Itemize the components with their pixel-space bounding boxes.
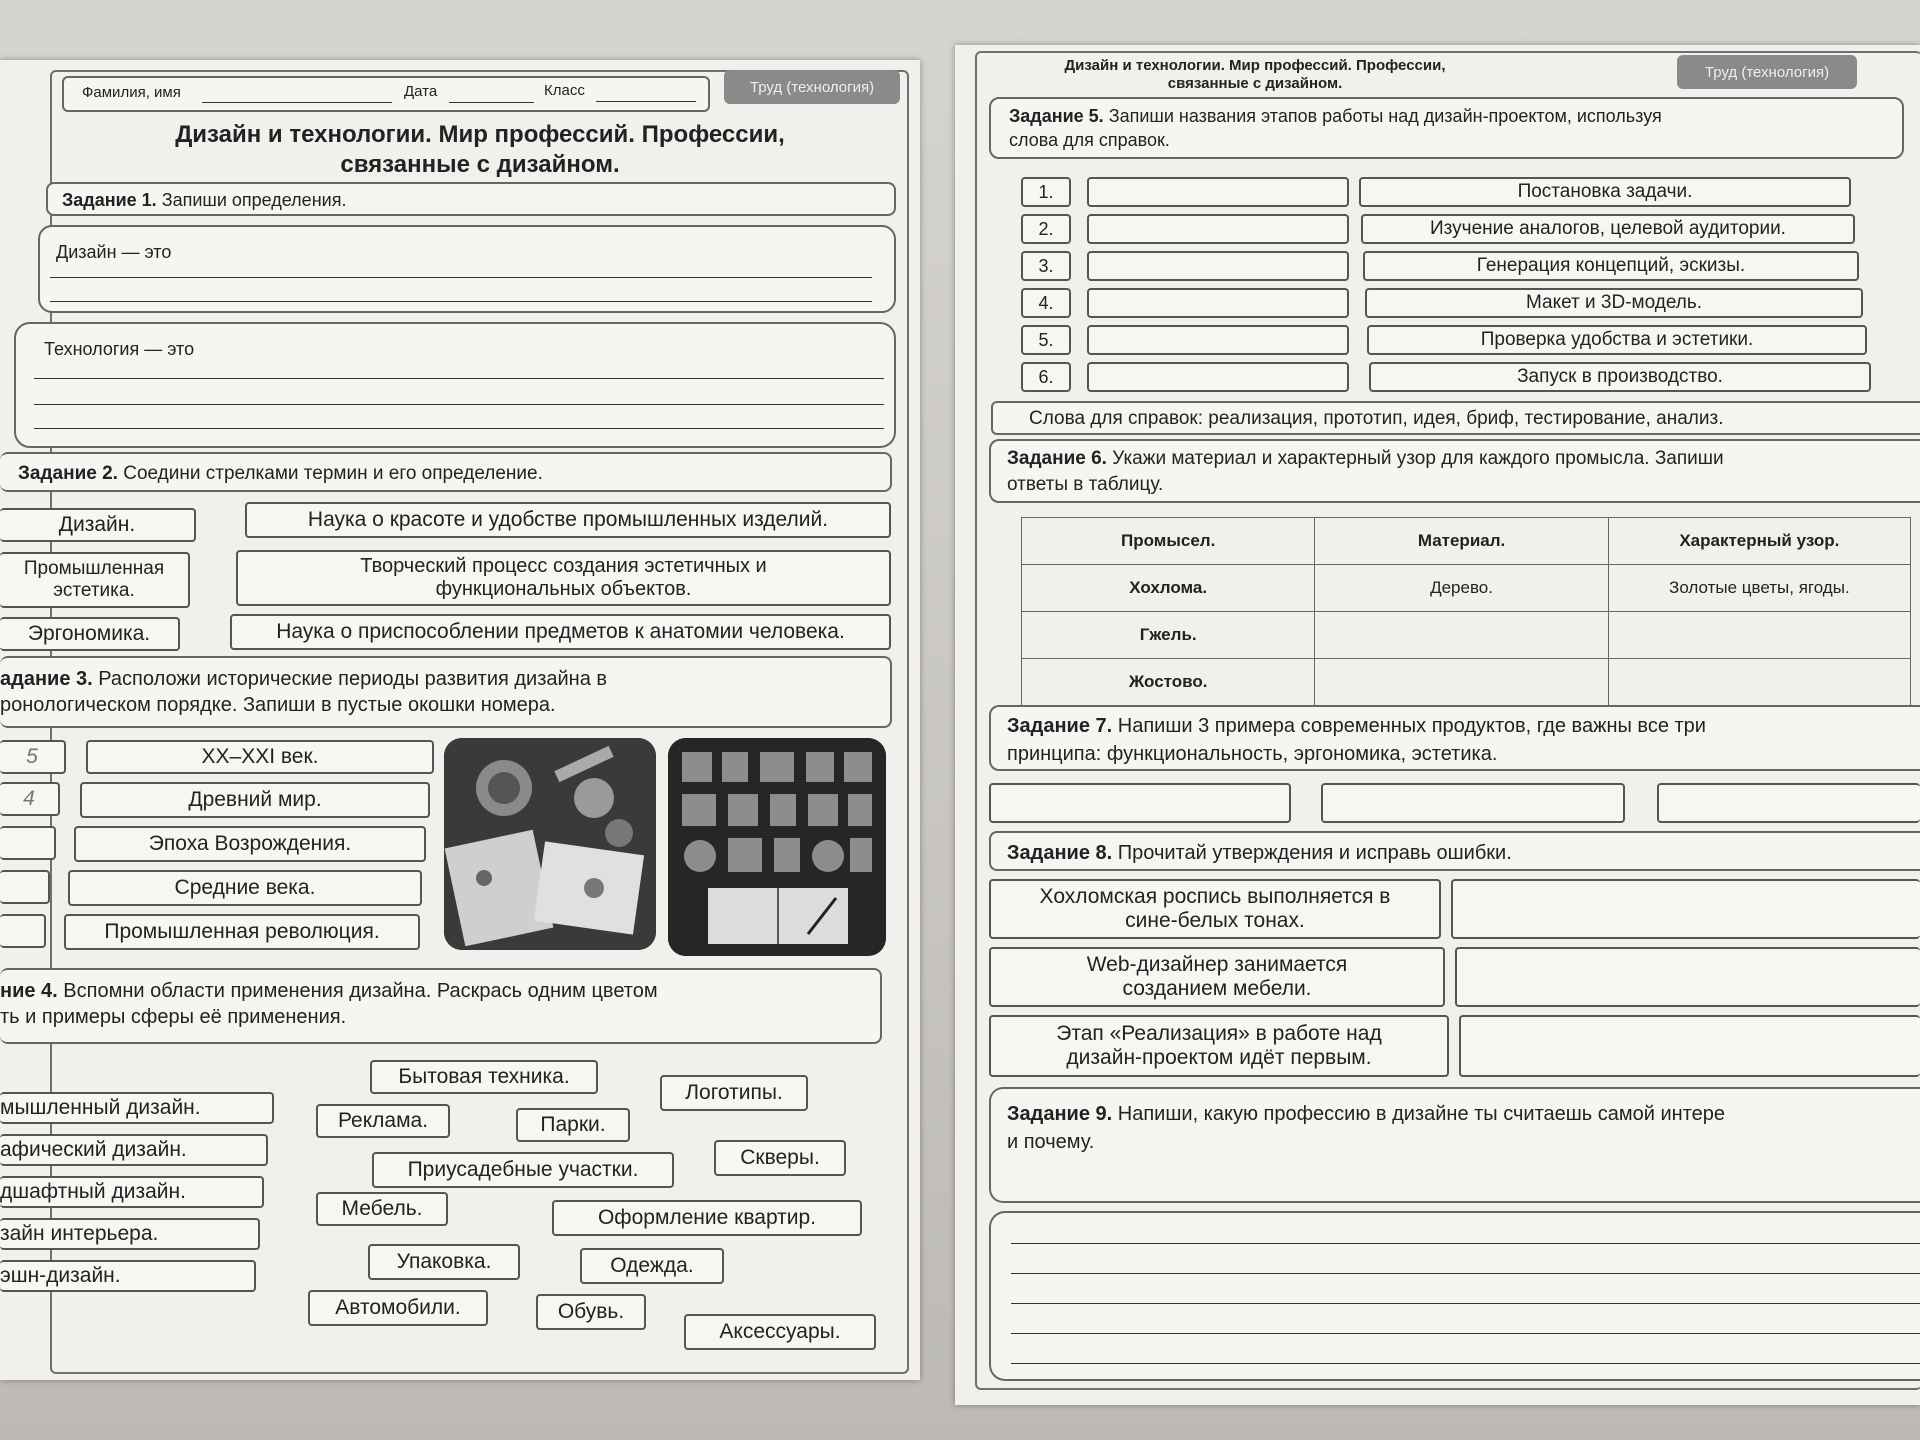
date-field[interactable] [449, 102, 534, 103]
task3-text-2: ронологическом порядке. Запиши в пустые окошки номера. [0, 694, 556, 716]
task1-header [46, 182, 896, 216]
period-3: Эпоха Возрождения. [74, 826, 426, 862]
example-parks[interactable]: Парки. [516, 1108, 630, 1142]
def2-line-3[interactable] [34, 428, 884, 429]
def1-label: Дизайн — это [56, 242, 172, 262]
subject-badge: Труд (технология) [724, 70, 900, 104]
example-logos[interactable]: Логотипы. [660, 1075, 808, 1111]
task3-title: адание 3. [0, 668, 93, 690]
answer-line[interactable] [1011, 1333, 1920, 1334]
correction-1[interactable] [1451, 879, 1920, 939]
example-cars[interactable]: Автомобили. [308, 1290, 488, 1326]
task9-title: Задание 9. [1007, 1103, 1113, 1125]
area-landscape[interactable]: дшафтный дизайн. [0, 1176, 264, 1208]
header-title-line1: Дизайн и технологии. Мир профессий. Профессии, [1064, 57, 1446, 74]
area-fashion[interactable]: эшн-дизайн. [0, 1260, 256, 1292]
illustration-modern-objects [668, 738, 886, 956]
example-furniture[interactable]: Мебель. [316, 1192, 448, 1226]
task3-header [0, 656, 892, 728]
stage-description: Постановка задачи. [1359, 177, 1851, 207]
area-interior[interactable]: зайн интерьера. [0, 1218, 260, 1250]
task5-text-2: слова для справок. [1009, 130, 1170, 150]
table-header-row [1022, 518, 1911, 565]
task9-header [989, 1087, 1920, 1203]
table-row [1022, 565, 1911, 612]
correction-2[interactable] [1455, 947, 1920, 1007]
name-field[interactable] [202, 102, 392, 103]
header-title-right [1045, 57, 1465, 93]
correction-3[interactable] [1459, 1015, 1920, 1077]
term-ergonomics[interactable]: Эргономика. [0, 617, 180, 651]
example-advertising[interactable]: Реклама. [316, 1104, 450, 1138]
stage-answer-field[interactable] [1087, 288, 1349, 318]
order-box-1[interactable]: 5 [0, 740, 66, 774]
cell-material[interactable] [1315, 659, 1608, 706]
class-label: Класс [544, 82, 585, 99]
stage-number: 2. [1021, 214, 1071, 244]
header-material: Материал. [1315, 518, 1608, 565]
task5-header [989, 97, 1904, 159]
order-box-5[interactable] [0, 914, 46, 948]
period-5: Промышленная революция. [64, 914, 420, 950]
period-1: XX–XXI век. [86, 740, 434, 774]
task7-header [989, 705, 1920, 771]
task1-text: Запиши определения. [161, 190, 347, 210]
task5-title: Задание 5. [1009, 106, 1104, 126]
definition-2[interactable]: Творческий процесс создания эстетичных и функциональных объектов. [236, 550, 891, 606]
name-label: Фамилия, имя [82, 84, 181, 101]
cell-material[interactable]: Дерево. [1315, 565, 1608, 612]
task6-text-1: Укажи материал и характерный узор для каждого промысла. Запиши [1112, 448, 1724, 469]
task6-header [989, 439, 1920, 503]
task2-text: Соедини стрелками термин и его определение. [123, 463, 543, 484]
term-industrial-aesthetics[interactable]: Промышленная эстетика. [0, 552, 190, 608]
stage-number: 6. [1021, 362, 1071, 392]
stage-description: Запуск в производство. [1369, 362, 1871, 392]
task1-def1-box [38, 225, 896, 313]
order-box-2[interactable]: 4 [0, 782, 60, 816]
task7-text-1: Напиши 3 примера современных продуктов, где важны все три [1117, 715, 1706, 737]
answer-line[interactable] [1011, 1363, 1920, 1364]
task1-title: Задание 1. [62, 190, 157, 210]
task4-header [0, 968, 882, 1044]
task7-title: Задание 7. [1007, 715, 1113, 737]
order-box-4[interactable] [0, 870, 50, 904]
stage-number: 1. [1021, 177, 1071, 207]
stage-description: Макет и 3D-модель. [1365, 288, 1863, 318]
stage-answer-field[interactable] [1087, 177, 1349, 207]
date-label: Дата [404, 83, 438, 100]
stage-answer-field[interactable] [1087, 362, 1349, 392]
product-answer-3[interactable] [1657, 783, 1920, 823]
task8-text: Прочитай утверждения и исправь ошибки. [1117, 842, 1512, 864]
task9-text-2: и почему. [1007, 1131, 1095, 1153]
task4-text-1: Вспомни области применения дизайна. Раскрась одним цветом [63, 980, 658, 1002]
task4-title: ние 4. [0, 980, 58, 1002]
term-design[interactable]: Дизайн. [0, 508, 196, 542]
cell-craft: Жостово. [1022, 659, 1315, 706]
task8-title: Задание 8. [1007, 842, 1113, 864]
task5-hint-box [991, 401, 1920, 435]
def2-label: Технология — это [44, 339, 195, 359]
task7-text-2: принципа: функциональность, эргономика, эстетика. [1007, 743, 1498, 765]
task2-title: Задание 2. [18, 463, 118, 484]
page-title: Дизайн и технологии. Мир профессий. Профессии, связанные с дизайном. [175, 121, 785, 178]
area-graphic[interactable]: афический дизайн. [0, 1134, 268, 1166]
area-industrial[interactable]: мышленный дизайн. [0, 1092, 274, 1124]
product-answer-2[interactable] [1321, 783, 1625, 823]
example-apartment-design[interactable]: Оформление квартир. [552, 1200, 862, 1236]
task9-answer-box [989, 1211, 1920, 1381]
cell-pattern[interactable] [1608, 612, 1910, 659]
statement-2: Web-дизайнер занимается созданием мебели. [989, 947, 1445, 1007]
definition-1[interactable]: Наука о красоте и удобстве промышленных изделий. [245, 502, 891, 538]
definition-3[interactable]: Наука о приспособлении предметов к анатомии человека. [230, 614, 891, 650]
example-clothes[interactable]: Одежда. [580, 1248, 724, 1284]
task1-def2-box [14, 322, 896, 448]
header-pattern: Характерный узор. [1608, 518, 1910, 565]
example-garden-plots[interactable]: Приусадебные участки. [372, 1152, 674, 1188]
answer-line[interactable] [1011, 1243, 1920, 1244]
subject-badge-right: Труд (технология) [1677, 55, 1857, 89]
answer-line[interactable] [1011, 1303, 1920, 1304]
header-title-line2: связанные с дизайном. [1167, 75, 1343, 92]
student-info-box [62, 76, 710, 112]
task5-hint: Слова для справок: реализация, прототип, идея, бриф, тестирование, анализ. [1029, 408, 1724, 429]
cell-craft: Гжель. [1022, 612, 1315, 659]
stage-description: Проверка удобства и эстетики. [1367, 325, 1867, 355]
cell-pattern[interactable]: Золотые цветы, ягоды. [1608, 565, 1910, 612]
cell-material[interactable] [1315, 612, 1608, 659]
task4-text-2: ть и примеры сферы её применения. [0, 1006, 347, 1028]
task5-text-1: Запиши названия этапов работы над дизайн-проектом, используя [1108, 106, 1662, 126]
task6-title: Задание 6. [1007, 448, 1107, 469]
task2-header [0, 452, 892, 492]
stage-number: 5. [1021, 325, 1071, 355]
statement-3: Этап «Реализация» в работе над дизайн-проектом идёт первым. [989, 1015, 1449, 1077]
worksheet-right [955, 45, 1920, 1405]
task8-header [989, 831, 1920, 871]
crafts-table [1021, 517, 1911, 706]
example-appliances[interactable]: Бытовая техника. [370, 1060, 598, 1094]
answer-line[interactable] [1011, 1273, 1920, 1274]
statement-1: Хохломская роспись выполняется в сине-белых тонах. [989, 879, 1441, 939]
stage-answer-field[interactable] [1087, 214, 1349, 244]
task9-text-1: Напиши, какую профессию в дизайне ты считаешь самой интере [1117, 1103, 1726, 1125]
stage-number: 3. [1021, 251, 1071, 281]
header-craft: Промысел. [1022, 518, 1315, 565]
task3-text-1: Расположи исторические периоды развития дизайна в [98, 668, 608, 690]
example-shoes[interactable]: Обувь. [536, 1294, 646, 1330]
task6-text-2: ответы в таблицу. [1007, 474, 1164, 495]
product-answer-1[interactable] [989, 783, 1291, 823]
table-row [1022, 659, 1911, 706]
example-packaging[interactable]: Упаковка. [368, 1244, 520, 1280]
table-row [1022, 612, 1911, 659]
example-accessories[interactable]: Аксессуары. [684, 1314, 876, 1350]
worksheet-left [0, 60, 920, 1380]
def2-line-2[interactable] [34, 404, 884, 405]
stage-description: Изучение аналогов, целевой аудитории. [1361, 214, 1855, 244]
def1-line-2[interactable] [50, 301, 872, 302]
period-2: Древний мир. [80, 782, 430, 818]
stage-answer-field[interactable] [1087, 325, 1349, 355]
def1-line-1[interactable] [50, 277, 872, 278]
illustration-historical-tools [444, 738, 656, 950]
example-squares[interactable]: Скверы. [714, 1140, 846, 1176]
stage-answer-field[interactable] [1087, 251, 1349, 281]
stage-description: Генерация концепций, эскизы. [1363, 251, 1859, 281]
def2-line-1[interactable] [34, 378, 884, 379]
period-4: Средние века. [68, 870, 422, 906]
order-box-3[interactable] [0, 826, 56, 860]
cell-pattern[interactable] [1608, 659, 1910, 706]
stage-number: 4. [1021, 288, 1071, 318]
cell-craft: Хохлома. [1022, 565, 1315, 612]
class-field[interactable] [596, 101, 696, 102]
